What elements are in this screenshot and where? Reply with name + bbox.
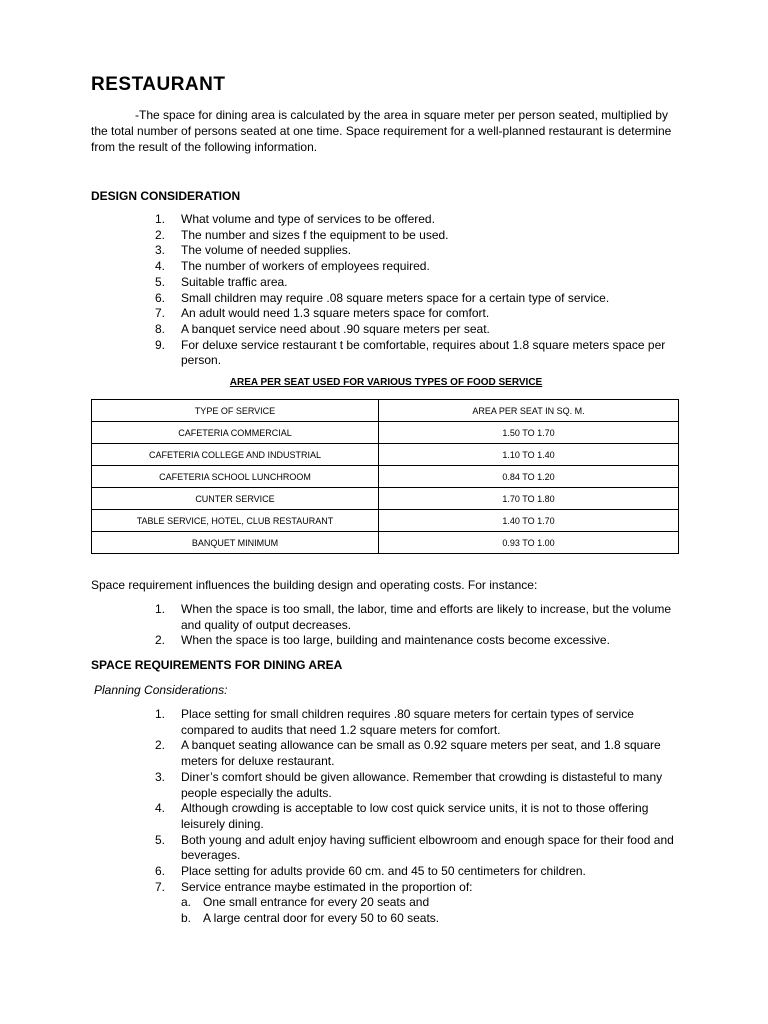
list-number: 4.	[155, 801, 166, 816]
design-consideration-list	[155, 212, 680, 369]
sublist-item-text: A large central door for every 50 to 60 seats.	[203, 911, 440, 926]
table-header-cell: AREA PER SEAT IN SQ. M.	[379, 400, 679, 422]
table-caption: AREA PER SEAT USED FOR VARIOUS TYPES OF FOOD SERVICE	[229, 377, 543, 388]
sublist-item	[181, 911, 680, 927]
table-cell: BANQUET MINIMUM	[92, 532, 379, 554]
table-header-row	[92, 400, 679, 422]
list-item-text: When the space is too large, building and maintenance costs become excessive.	[181, 633, 610, 648]
planning-considerations-list	[155, 707, 680, 927]
list-item	[155, 275, 680, 291]
list-item	[155, 306, 680, 322]
list-item-text: When the space is too small, the labor, time and efforts are likely to increase, but the volume and quality of output decreases.	[181, 602, 672, 632]
list-number: 1.	[155, 212, 166, 226]
intro-paragraph	[91, 107, 681, 155]
table-row	[92, 488, 679, 510]
list-item	[155, 707, 680, 738]
sublist-letter: a.	[181, 895, 192, 910]
design-consideration-heading: DESIGN CONSIDERATION	[91, 189, 241, 203]
list-number: 8.	[155, 321, 166, 336]
list-number: 2.	[155, 227, 166, 242]
table-cell: CAFETERIA SCHOOL LUNCHROOM	[92, 466, 379, 488]
list-item	[155, 228, 680, 244]
list-number: 1.	[155, 707, 166, 721]
list-item	[155, 212, 680, 228]
list-number: 2.	[155, 633, 166, 648]
list-item-text: Service entrance maybe estimated in the proportion of:	[181, 879, 473, 894]
list-item-text: Both young and adult enjoy having sufficient elbowroom and enough space for their food and beverages.	[181, 832, 674, 863]
table-cell: 1.50 TO 1.70	[379, 422, 679, 444]
list-item-text: Place setting for small children requires .80 square meters for certain types of service compared to audits that need 1.2 square meters for comfort.	[181, 707, 634, 737]
sublist-letter: b.	[181, 911, 192, 926]
space-requirement-list	[155, 602, 680, 649]
list-number: 3.	[155, 243, 166, 258]
table-row	[92, 510, 679, 532]
list-number: 4.	[155, 259, 166, 274]
list-item-text: Suitable traffic area.	[181, 274, 288, 289]
list-item-text: Small children may require .08 square meters space for a certain type of service.	[181, 290, 610, 305]
table-row	[92, 466, 679, 488]
table-cell: CAFETERIA COLLEGE AND INDUSTRIAL	[92, 444, 379, 466]
table-cell: CUNTER SERVICE	[92, 488, 379, 510]
table-row	[92, 532, 679, 554]
area-per-seat-table	[91, 399, 679, 554]
service-entrance-sublist	[181, 895, 680, 926]
table-row	[92, 422, 679, 444]
table-cell: 1.40 TO 1.70	[379, 510, 679, 532]
sublist-item-text: One small entrance for every 20 seats and	[203, 895, 430, 910]
planning-considerations-subheading: Planning Considerations:	[94, 683, 228, 697]
list-item	[155, 864, 680, 880]
document-title: RESTAURANT	[91, 74, 226, 95]
table-cell: 0.84 TO 1.20	[379, 466, 679, 488]
list-item	[155, 738, 680, 769]
list-number: 5.	[155, 274, 166, 289]
list-item	[155, 833, 680, 864]
space-requirement-intro: Space requirement influences the building design and operating costs. For instance:	[91, 578, 538, 592]
list-item	[155, 259, 680, 275]
list-number: 6.	[155, 290, 166, 305]
list-item	[155, 633, 680, 649]
list-item-text: Diner’s comfort should be given allowance. Remember that crowding is distasteful to many people especially the adults.	[181, 769, 663, 800]
list-item-text: A banquet seating allowance can be small as 0.92 square meters per seat, and 1.8 square meters for deluxe restaurant.	[181, 738, 661, 769]
list-item-text: The volume of needed supplies.	[181, 243, 352, 258]
list-item	[155, 243, 680, 259]
list-item	[155, 880, 680, 927]
list-item	[155, 338, 680, 369]
list-item-text: An adult would need 1.3 square meters space for comfort.	[181, 306, 490, 321]
list-number: 7.	[155, 306, 166, 321]
list-item	[155, 322, 680, 338]
table-row	[92, 444, 679, 466]
table-cell: 0.93 TO 1.00	[379, 532, 679, 554]
list-item	[155, 291, 680, 307]
list-item-text: What volume and type of services to be offered.	[181, 212, 435, 226]
list-item-text: The number of workers of employees required.	[181, 259, 430, 274]
dining-area-heading: SPACE REQUIREMENTS FOR DINING AREA	[91, 658, 343, 672]
list-item	[155, 801, 680, 832]
list-item-text: The number and sizes f the equipment to be used.	[181, 227, 449, 242]
list-number: 3.	[155, 769, 166, 784]
list-item	[155, 602, 680, 633]
table-cell: TABLE SERVICE, HOTEL, CLUB RESTAURANT	[92, 510, 379, 532]
list-item-text: For deluxe service restaurant t be comfortable, requires about 1.8 square meters space per person.	[181, 337, 666, 368]
list-number: 2.	[155, 738, 166, 753]
list-item-text: Place setting for adults provide 60 cm. and 45 to 50 centimeters for children.	[181, 864, 586, 879]
list-item-text: Although crowding is acceptable to low cost quick service units, it is not to those offering leisurely dining.	[181, 801, 649, 831]
list-number: 6.	[155, 864, 166, 879]
list-number: 5.	[155, 832, 166, 847]
sublist-item	[181, 895, 680, 911]
list-item	[155, 770, 680, 801]
table-cell: CAFETERIA COMMERCIAL	[92, 422, 379, 444]
list-number: 7.	[155, 879, 166, 894]
table-cell: 1.70 TO 1.80	[379, 488, 679, 510]
table-cell: 1.10 TO 1.40	[379, 444, 679, 466]
table-header-cell: TYPE OF SERVICE	[92, 400, 379, 422]
intro-text: -The space for dining area is calculated by the area in square meter per person seated, multiplied by the total number of persons seated at one time. Space requirement for a well-planned restaurant is determine from the result of the following information.	[91, 108, 672, 154]
list-number: 9.	[155, 337, 166, 352]
list-number: 1.	[155, 602, 166, 616]
list-item-text: A banquet service need about .90 square meters per seat.	[181, 321, 490, 336]
